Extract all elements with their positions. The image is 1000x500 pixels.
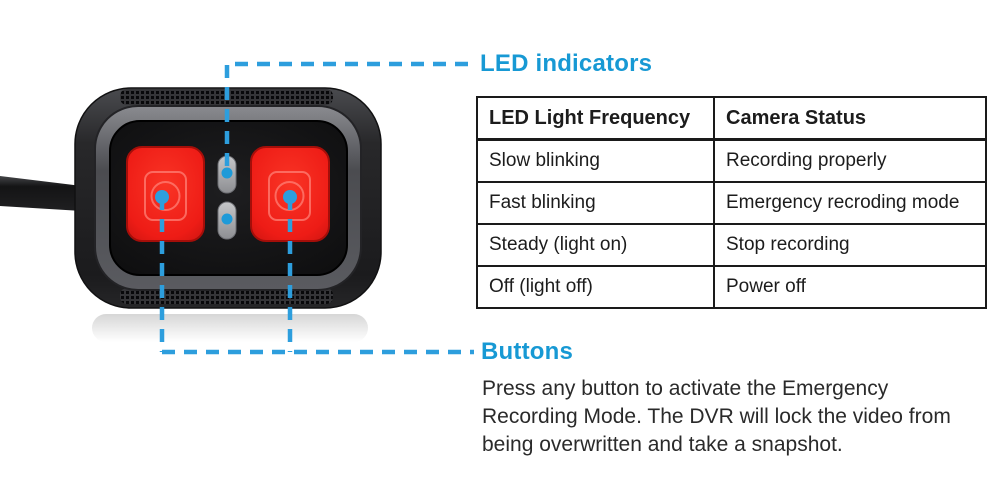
- cell-status: Power off: [714, 266, 986, 308]
- button-callout-dot-left: [155, 190, 169, 204]
- table-row: [477, 266, 986, 308]
- table-header-row: [477, 97, 986, 140]
- cell-frequency: Fast blinking: [477, 182, 714, 224]
- cell-status: Recording properly: [714, 140, 986, 183]
- cell-frequency: Off (light off): [477, 266, 714, 308]
- buttons-heading: Buttons: [481, 338, 574, 365]
- table-row: [477, 182, 986, 224]
- cell-status: Emergency recroding mode: [714, 182, 986, 224]
- button-callout-dot-right: [283, 190, 297, 204]
- led-indicators-heading: LED indicators: [480, 50, 653, 77]
- led-dot-top: [222, 168, 233, 179]
- cell-status: Stop recording: [714, 224, 986, 266]
- led-dot-bottom: [222, 214, 233, 225]
- table-header-status: Camera Status: [714, 97, 986, 140]
- description-line: Recording Mode. The DVR will lock the video from: [482, 405, 951, 428]
- cell-frequency: Slow blinking: [477, 140, 714, 183]
- description-line: Press any button to activate the Emergency: [482, 377, 889, 400]
- buttons-description: [482, 375, 951, 459]
- table-row: [477, 140, 986, 183]
- device-reflection: [92, 314, 368, 342]
- description-line: being overwritten and take a snapshot.: [482, 433, 843, 456]
- cell-frequency: Steady (light on): [477, 224, 714, 266]
- led-indicator-bottom: [218, 202, 236, 239]
- table-row: [477, 224, 986, 266]
- cable: [0, 176, 82, 211]
- status-table: [476, 96, 987, 309]
- table-header-frequency: LED Light Frequency: [477, 97, 714, 140]
